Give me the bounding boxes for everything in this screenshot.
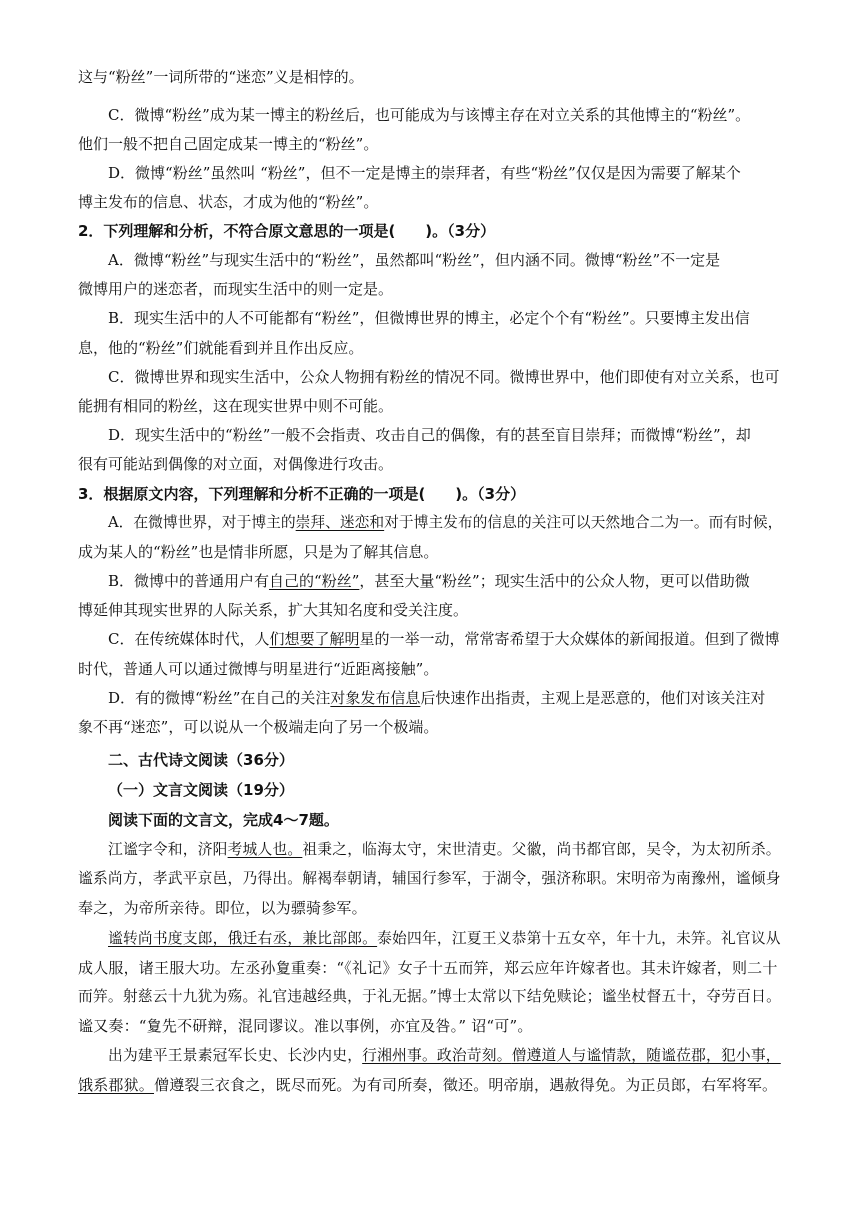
underlined-phrase: 崇拜、迷恋和 — [295, 514, 385, 531]
text-span: C．在传统媒体时代，人 — [108, 630, 270, 648]
text-line: 这与“粉丝”一词所带的“迷恋”义是相悖的。 — [78, 68, 364, 86]
instruction-line: 阅读下面的文言文，完成4～7题。 — [108, 811, 339, 829]
text-line: 很有可能站到偶像的对立面，对偶像进行攻击。 — [78, 455, 394, 473]
text-line: 息，他的“粉丝”们就能看到并且作出反应。 — [78, 339, 364, 357]
option-c-line: C．微博“粉丝”成为某一博主的粉丝后，也可能成为与该博主存在对立关系的其他博主的“粉丝”。 — [108, 106, 751, 124]
question-3-heading: 3．根据原文内容，下列理解和分析不正确的一项是( )。（3分） — [78, 485, 526, 503]
text-span: 后快速作出指责，主观上是恶意的，他们对该关注对 — [420, 689, 766, 707]
option-c-line — [108, 629, 780, 649]
underlined-phrase: 僧遵道人与谧情款，随谧莅郡，犯小事， — [511, 1047, 781, 1064]
classical-text-line: 成人服，诸王服大功。左丞孙夐重奏：“《礼记》女子十五而笄，郑云应年许嫁者也。其未许嫁者，则二十 — [78, 959, 778, 977]
text-line: 时代，普通人可以通过微博与明星进行“近距离接触”。 — [78, 660, 439, 678]
underlined-phrase: 饿系郡狱。 — [78, 1076, 155, 1094]
text-span: ，甚至大量“粉丝”；现实生活中的公众人物，更可以借助微 — [359, 572, 750, 590]
option-d-line: D．微博“粉丝”虽然叫 “粉丝”，但不一定是博主的崇拜者，有些“粉丝”仅仅是因为需要了解某个 — [108, 164, 741, 182]
text-span: 祖秉之，临海太守，宋世清吏。父徽，尚书都官郎，吴令，为太初所杀。 — [302, 841, 781, 858]
classical-text-line — [108, 929, 781, 949]
text-span: 泰始四年，江夏王义恭第十五女卒，年十九，未笄。礼官议从 — [377, 930, 781, 947]
classical-text-line — [78, 1075, 777, 1095]
text-line: 微博用户的迷恋者，而现实生活中的则一定是。 — [78, 280, 394, 298]
question-2-heading: 2．下列理解和分析，不符合原文意思的一项是( )。（3分） — [78, 222, 496, 240]
text-span: 僧遵裂三衣食之，既尽而死。为有司所奏，徵还。明帝崩，遇赦得免。为正员郎，右军将军。 — [154, 1076, 778, 1094]
text-span: 江谧字令和，济阳 — [108, 841, 228, 858]
option-b-line: B．现实生活中的人不可能都有“粉丝”，但微博世界的博主，必定个个有“粉丝”。只要博主发出信 — [108, 309, 750, 327]
text-line: 能拥有相同的粉丝，这在现实世界中则不可能。 — [78, 397, 394, 415]
underlined-phrase: 谧转尚书度支郎，俄迁右丞，兼比部郎。 — [108, 930, 378, 947]
option-c-line: C．微博世界和现实生活中，公众人物拥有粉丝的情况不同。微博世界中，他们即使有对立关系，也可 — [108, 368, 780, 386]
text-line: 象不再“迷恋”，可以说从一个极端走向了另一个极端。 — [78, 718, 439, 736]
underlined-phrase: 自己的“粉丝” — [269, 572, 360, 590]
classical-text-line: 谧系尚方，孝武平京邑，乃得出。解褐奉朝请，辅国行参军，于湖令，强济称职。宋明帝为南豫州，谧倾身 — [78, 870, 781, 887]
option-a-line: A．微博“粉丝”与现实生活中的“粉丝”，虽然都叫“粉丝”，但内涵不同。微博“粉丝”不一定是 — [108, 251, 721, 269]
classical-text-line: 谧又奏：“夐先不研辩，混同谬议。准以事例，亦宜及咎。” 诏“可”。 — [78, 1017, 533, 1035]
text-line: 成为某人的“粉丝”也是情非所愿，只是为了解其信息。 — [78, 543, 439, 561]
section-heading: 二、古代诗文阅读（36分） — [108, 751, 294, 769]
underlined-phrase: 们想要了解明 — [269, 630, 360, 648]
option-d-line — [108, 688, 765, 708]
text-span: 对于博主发布的信息的关注可以天然地合二为一。而有时候， — [384, 514, 783, 531]
subsection-heading: （一）文言文阅读（19分） — [108, 781, 294, 799]
text-span: B．微博中的普通用户有 — [108, 572, 270, 590]
underlined-phrase: 对象发布信息 — [330, 689, 421, 707]
text-line: 博延伸其现实世界的人际关系，扩大其知名度和受关注度。 — [78, 601, 469, 619]
classical-text-line: 而笄。射慈云十九犹为殇。礼官违越经典，于礼无据。”博士太常以下结免赎论；谧坐杖督五十，夺劳百日。 — [78, 988, 782, 1005]
option-d-line: D．现实生活中的“粉丝”一般不会指责、攻击自己的偶像，有的甚至盲目崇拜；而微博“粉丝”，却 — [108, 426, 751, 444]
text-line: 博主发布的信息、状态，才成为他的“粉丝”。 — [78, 193, 379, 211]
classical-text-line — [108, 1046, 781, 1066]
classical-text-line: 奉之，为帝所亲待。即位，以为骠骑参军。 — [78, 899, 367, 917]
classical-text-line — [108, 840, 781, 860]
underlined-phrase: 行湘州事。政治苛刻。 — [362, 1047, 512, 1064]
text-span: 出为建平王景素冠军长史、长沙内史， — [108, 1047, 363, 1064]
text-line: 他们一般不把自己固定成某一博主的“粉丝”。 — [78, 135, 379, 153]
text-span: 星的一举一动，常常寄希望于大众媒体的新闻报道。但到了微博 — [359, 630, 780, 648]
option-b-line — [108, 571, 750, 591]
underlined-phrase: 考城人也。 — [227, 841, 303, 858]
text-span: D．有的微博“粉丝”在自己的关注 — [108, 689, 331, 707]
text-span: A．在微博世界，对于博主的 — [108, 514, 296, 531]
option-a-line — [108, 513, 782, 533]
